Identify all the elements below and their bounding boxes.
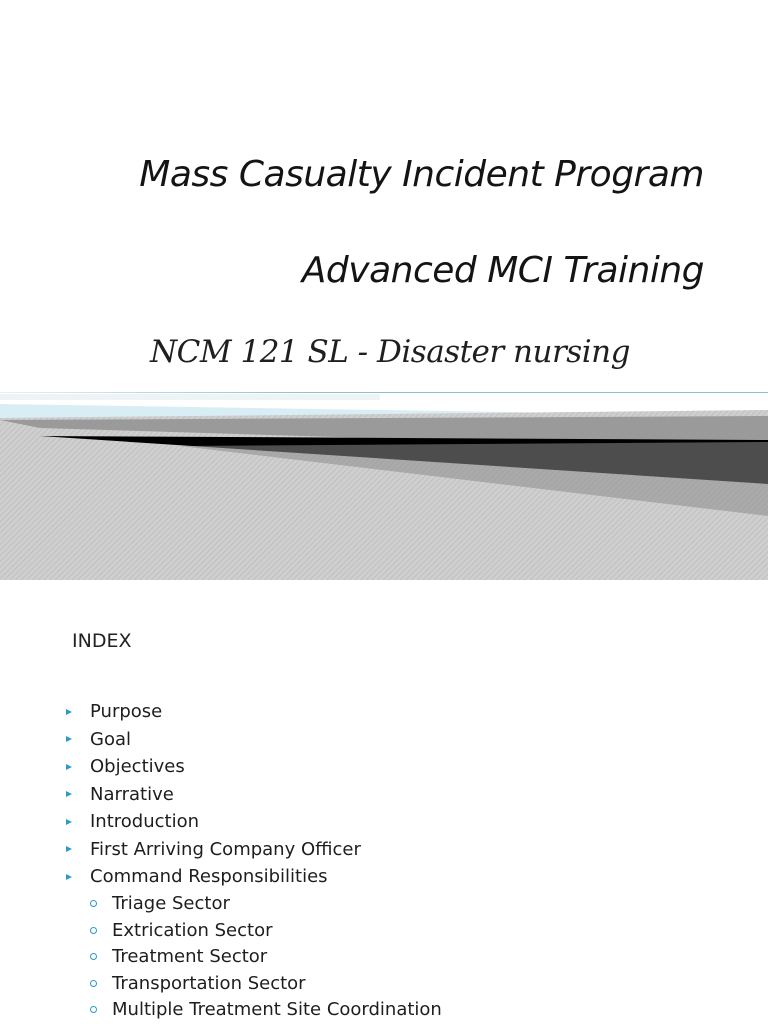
index-list-item	[66, 698, 442, 726]
index-list-item	[66, 891, 442, 918]
index-item-label: Objectives	[90, 756, 185, 778]
index-list-item	[66, 997, 442, 1024]
triangle-bullet-icon	[66, 846, 72, 852]
circle-bullet-icon	[90, 900, 97, 907]
slide-title-line-2: Advanced MCI Training	[301, 250, 704, 291]
index-item-label: Purpose	[90, 701, 163, 723]
index-list	[66, 698, 442, 1023]
index-list-item	[66, 753, 442, 781]
index-list-item	[66, 944, 442, 971]
circle-bullet-icon	[90, 953, 97, 960]
index-item-label: First Arriving Company Officer	[90, 838, 361, 860]
circle-bullet-icon	[90, 980, 97, 987]
triangle-bullet-icon	[66, 764, 72, 770]
index-item-label: Triage Sector	[112, 893, 230, 915]
triangle-bullet-icon	[66, 791, 72, 797]
index-list-item	[66, 781, 442, 809]
index-list-item	[66, 863, 442, 891]
index-list-item	[66, 970, 442, 997]
index-slide	[0, 580, 768, 1024]
triangle-bullet-icon	[66, 819, 72, 825]
index-item-label: Treatment Sector	[112, 946, 268, 968]
circle-bullet-icon	[90, 1006, 97, 1013]
slide-subtitle: NCM 121 SL - Disaster nursing	[150, 334, 630, 370]
triangle-bullet-icon	[66, 736, 72, 742]
index-list-item	[66, 726, 442, 754]
index-list-item	[66, 917, 442, 944]
index-item-label: Multiple Treatment Site Coordination	[112, 999, 442, 1021]
index-item-label: Transportation Sector	[112, 972, 306, 994]
circle-bullet-icon	[90, 927, 97, 934]
band-top-line	[0, 392, 768, 393]
index-item-label: Extrication Sector	[112, 919, 273, 941]
triangle-bullet-icon	[66, 709, 72, 715]
index-item-label: Introduction	[90, 811, 200, 833]
index-item-label: Goal	[90, 728, 131, 750]
decorative-band	[0, 380, 768, 580]
triangle-bullet-icon	[66, 874, 72, 880]
index-heading: INDEX	[72, 630, 132, 652]
index-list-item	[66, 808, 442, 836]
index-item-label: Command Responsibilities	[90, 866, 328, 888]
index-item-label: Narrative	[90, 783, 174, 805]
slide-title-line-1: Mass Casualty Incident Program	[139, 154, 704, 195]
band-faint-strip	[0, 394, 380, 400]
index-list-item	[66, 836, 442, 864]
